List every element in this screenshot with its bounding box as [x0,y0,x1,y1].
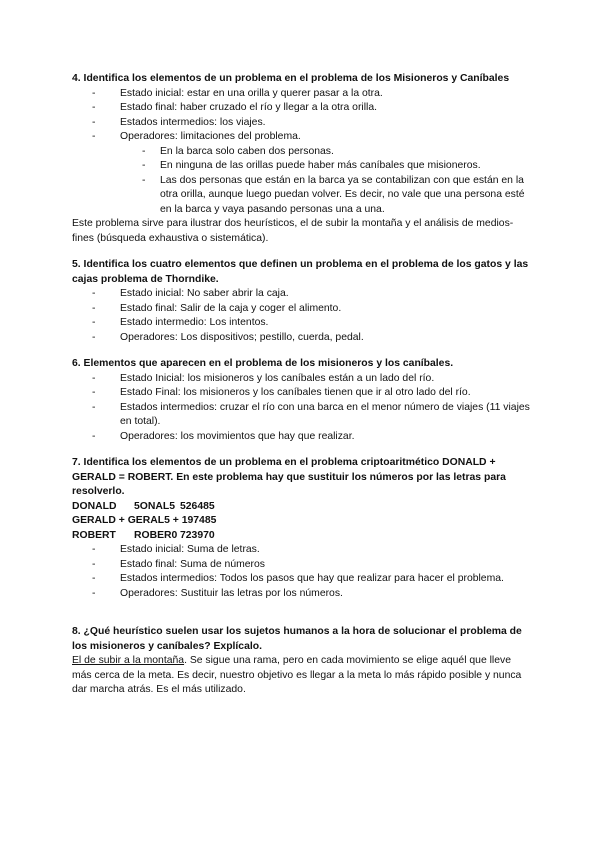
list-item: - Estados intermedios: cruzar el río con una barca en el menor número de viajes (11 viajes en total). [110,401,532,430]
question-8-answer [72,654,532,698]
sublist-item: - En ninguna de las orillas puede haber más caníbales que misioneros. [160,159,532,174]
cryptarithm-number: 723970 [180,529,215,541]
cryptarithm-word: GERALD + GERAL5 + 197485 [72,515,217,526]
cryptarithm-partial: 5ONAL5 [134,500,175,512]
answer-rest: . Se sigue una rama, pero en cada movimiento se elige aquél que lleve más cerca de la meta. Es decir, nuestro objetivo es llegar a la meta lo más rápido posible y nunca dar marcha atrás. Es el más utilizado. [72,655,522,695]
list-item: - Estado Final: los misioneros y los caníbales tienen que ir al otro lado del río. [110,386,532,401]
question-4-paragraph: Este problema sirve para ilustrar dos heurísticos, el de subir la montaña y el análisis de medios-fines (búsqueda exhaustiva o sistemática). [72,218,514,244]
answer-underlined: El de subir a la montaña [72,655,185,666]
list-item: - Estados intermedios: los viajes. [110,116,532,131]
question-8-title: 8. ¿Qué heurístico suelen usar los sujetos humanos a la hora de solucionar el problema de los misioneros y caníbales? Explícalo. [72,626,522,652]
cryptarithm-word: DONALD [72,500,117,512]
question-6-list [72,372,532,445]
cryptarithm-partial: ROBER0 [134,529,178,541]
list-item: - Estado final: Salir de la caja y coger el alimento. [110,302,532,317]
list-item: - Estado inicial: No saber abrir la caja. [110,287,532,302]
operators-label: Operadores: limitaciones del problema. [120,131,301,142]
list-item: - Operadores: los movimientos que hay que realizar. [110,430,532,445]
list-item: - Estado inicial: Suma de letras. [110,543,532,558]
sublist-item: - En la barca solo caben dos personas. [160,145,532,160]
cryptarithm-number: 526485 [180,500,215,512]
cryptarithm-row [72,529,532,544]
question-5-title: 5. Identifica los cuatro elementos que definen un problema en el problema de los gatos y las cajas problema de Thorndike. [72,259,529,285]
question-7-title: 7. Identifica los elementos de un problema en el problema criptoaritmético DONALD + GERALD = ROBERT. En este problema hay que sustituir los números por las letras para resolverlo. [72,457,506,497]
cryptarithm-row [72,514,532,529]
list-item: - Operadores: Sustituir las letras por los números. [110,587,532,602]
cryptarithm-word: ROBERT [72,529,116,541]
list-item: - Estado Inicial: los misioneros y los caníbales están a un lado del río. [110,372,532,387]
list-item: - Estados intermedios: Todos los pasos que hay que realizar para hacer el problema. [110,572,532,587]
sublist-item: - Las dos personas que están en la barca ya se contabilizan con que están en la otra orilla, aunque luego puedan volver. Es decir, no vale que una persona esté en la barca y vaya pasando personas una a una. [160,174,532,218]
question-4-sublist [138,145,532,218]
list-item: - Estado inicial: estar en una orilla y querer pasar a la otra. [110,87,532,102]
list-item: - Estado final: Suma de números [110,558,532,573]
question-4-list [72,87,532,218]
cryptarithm-row [72,500,532,515]
document-content [72,72,532,698]
question-5-list [72,287,532,345]
list-item: - Estado final: haber cruzado el río y llegar a la otra orilla. [110,101,532,116]
list-item: - Operadores: Los dispositivos; pestillo, cuerda, pedal. [110,331,532,346]
question-4-title: 4. Identifica los elementos de un problema en el problema de los Misioneros y Caníbales [72,73,510,84]
question-6-title: 6. Elementos que aparecen en el problema de los misioneros y los caníbales. [72,358,454,369]
list-item [110,130,532,217]
question-7-list [72,543,532,601]
list-item: - Estado intermedio: Los intentos. [110,316,532,331]
